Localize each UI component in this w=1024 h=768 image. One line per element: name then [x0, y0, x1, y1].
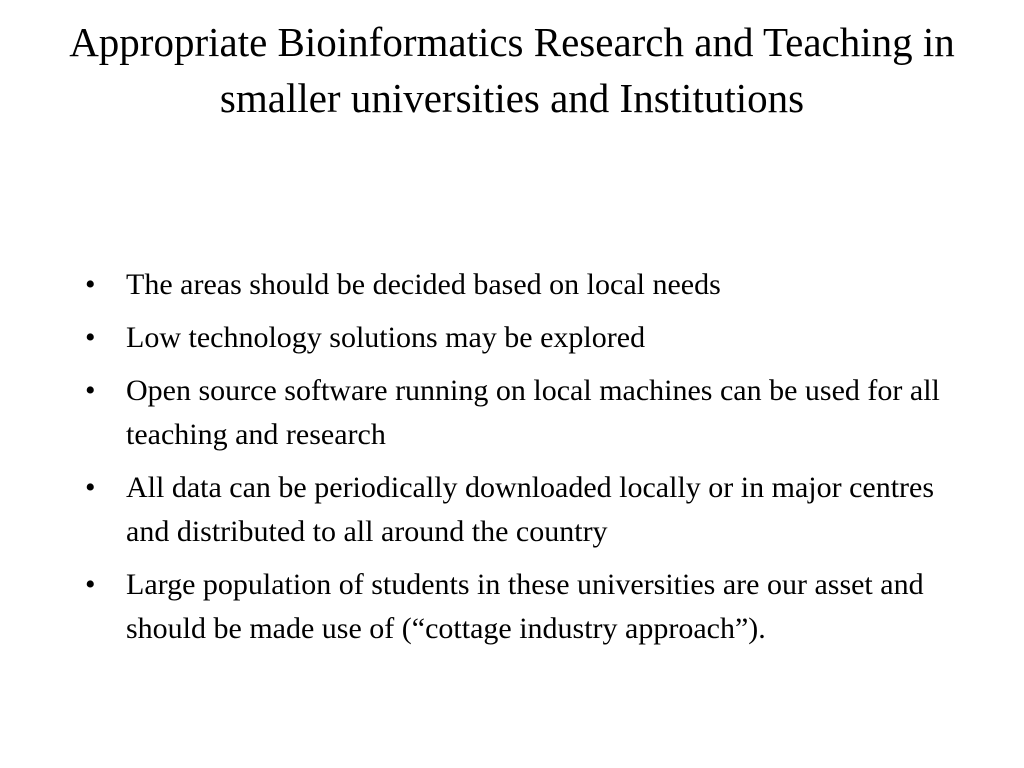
bullet-icon: •	[85, 268, 96, 301]
bullet-item	[0, 563, 946, 651]
bullet-item	[0, 316, 946, 360]
bullet-text: The areas should be decided based on local needs	[126, 268, 721, 301]
bullet-icon: •	[85, 568, 96, 601]
bullet-text: Low technology solutions may be explored	[126, 321, 646, 354]
bullet-item	[0, 369, 946, 457]
bullet-icon: •	[85, 471, 96, 504]
bullet-icon: •	[85, 321, 96, 354]
bullet-text: Large population of students in these universities are our asset and should be made use of (“cottage industry approach”).	[126, 568, 924, 645]
bullet-item	[0, 466, 946, 554]
bullet-list	[0, 263, 1024, 660]
bullet-text: Open source software running on local machines can be used for all teaching and research	[126, 374, 940, 451]
slide-title: Appropriate Bioinformatics Research and Teaching in smaller universities and Institutions	[69, 19, 955, 121]
bullet-icon: •	[85, 374, 96, 407]
bullet-item	[0, 263, 946, 307]
bullet-text: All data can be periodically downloaded locally or in major centres and distributed to all around the country	[126, 471, 935, 548]
